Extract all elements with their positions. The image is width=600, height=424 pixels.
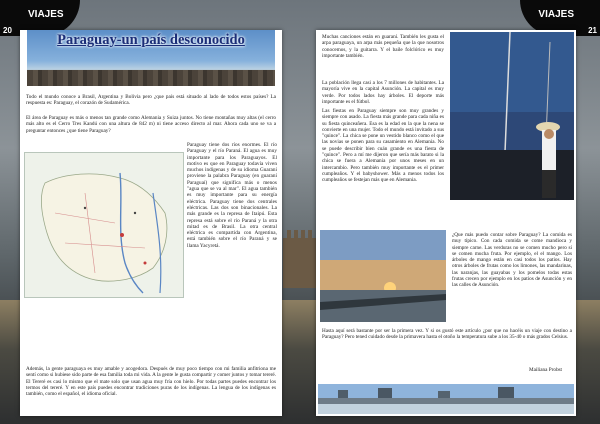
city-skyline-photo [318,384,574,414]
music-paragraph: Muchas canciones están en guaraní. También les gusta el arpa paraguaya, un arpa más pequeña que la que nosotros conocemos, y la guitarra. Y el baile folclórico es muy importante también. [322,34,444,59]
right-page [316,30,576,416]
skyline-silhouette [27,70,275,86]
page-number: 21 [588,26,597,35]
people-paragraph: Además, la gente paraguaya es muy amable y acogedora. Después de muy poco tiempo con mi familia anfitriona me sentí como si hubiese sido parte de esa familia toda mi vida. A la gente le gusta compartir y comer juntos y tomar tereré. El Tereré es casi lo mismo que el mate solo que usan agua muy fría con hielo. Por todas partes puedes encontrar los termos del tereré. Y en este país puedes encontrar tradiciones puras de los indígenas. La lengua de los indígenas es también, como el español, el idioma oficial. [26,366,276,398]
fiestas-text-block [322,108,572,228]
left-page [20,30,282,416]
closing-paragraph: Hasta aquí será bastante por ser la primera vez. Y si os gustó este artículo ¿por que no hacéis un viaje con destino a Paraguay? Pero tened cuidado desde la primavera hasta el otoño la temperatura sube a los 35-40 o más grados Celsius. [322,328,572,341]
author-signature: Mailiana Probst [529,367,562,373]
background-fortress [283,238,317,288]
section-label: VIAJES [538,9,574,20]
rivers-paragraph: Paraguay tiene dos ríos enormes. El río Paraguay y el río Paraná. El agua es muy importante para los Paraguayos. El motivo es que en Paraguay todavía viven muchos indígenas y de su idioma Guaraní proviene la palabra Paraguay (en guaraní Paraguaí) que significa más o menos "agua que se va al mar". El agua también es muy importante para su energía eléctrica. Paraguay tiene dos centrales eléctricas. Las dos son binacionales. La más grande es la represa de Itaipú. Esta represa está sobre el río Paraná y la otra mitad es de Brasil. La otra central eléctrica es compartida con Argentina, está también sobre el río Paraná y se llama Yacyretá. [187,142,277,249]
section-label: VIAJES [28,9,64,20]
page-number: 20 [3,26,12,35]
area-paragraph: El área de Paraguay es más o menos tan grande como Alemania y Suiza juntos. No tiene montañas muy altas (el cerro más alto es el Cerro Tres Kandú con una altura de 842 m) ni tiene acceso directo al mar. Ahora cada uno se va a preguntar entonces ¿que tiene Paraguay? [26,115,276,134]
sunset-river-photo [320,230,446,322]
population-paragraph: La población llega casi a los 7 millones de habitantes. La mayoría vive en la capital Asunción. La capital es muy verde. Por todos lados hay árboles. El deporte más importante es el fútbol. [322,80,444,105]
fiestas-paragraph: Las fiestas en Paraguay siempre son muy grandes y siempre con asado. La fiesta más grande para cada niña es su fiesta quinceañera. Esa es la edad en la que la nena se convierte en una mujer. Todo el mundo está invitado a sus "quince". La chica se pone un vestido blanco como el que las novias se ponen para su casamiento en Alemania. No se puede describir bien cuán grande es una fiesta de "quince". Pero a mí me dijeron que sería más barato si la chica se fuera a Alemania por unos meses en un intercambio. Pero también muy importante es el primer cumpleaños. Y el babyshower. Más a menos todos los cumpleaños se festejan más que en Alemania. [322,108,444,184]
article-title: Paraguay-un país desconocido [57,32,245,48]
food-paragraph: ¿Que más puedo contar sobre Paraguay? La comida es muy típico. Con cada comida se come mandioca y siempre carne. Las verduras no se comen mucho pero sí se comen mucha fruta. Por ejemplo, el el mango. Los árboles de mango están en casi todos los patios. Hay otros árboles de frutas como los limones, las mandarinas, las naranjas, las guayabas y los pomelos todas estas frutas crecen por ejemplo en los patios de Asunción y en las calles de Asunción. [452,232,572,289]
map-of-paraguay [24,152,184,298]
intro-paragraph: Todo el mundo conoce a Brasil, Argentina y Bolivia pero ¿que país está situado al lado de todos estos países? La respuesta es: Paraguay, el corazón de Sudamérica. [26,94,276,107]
